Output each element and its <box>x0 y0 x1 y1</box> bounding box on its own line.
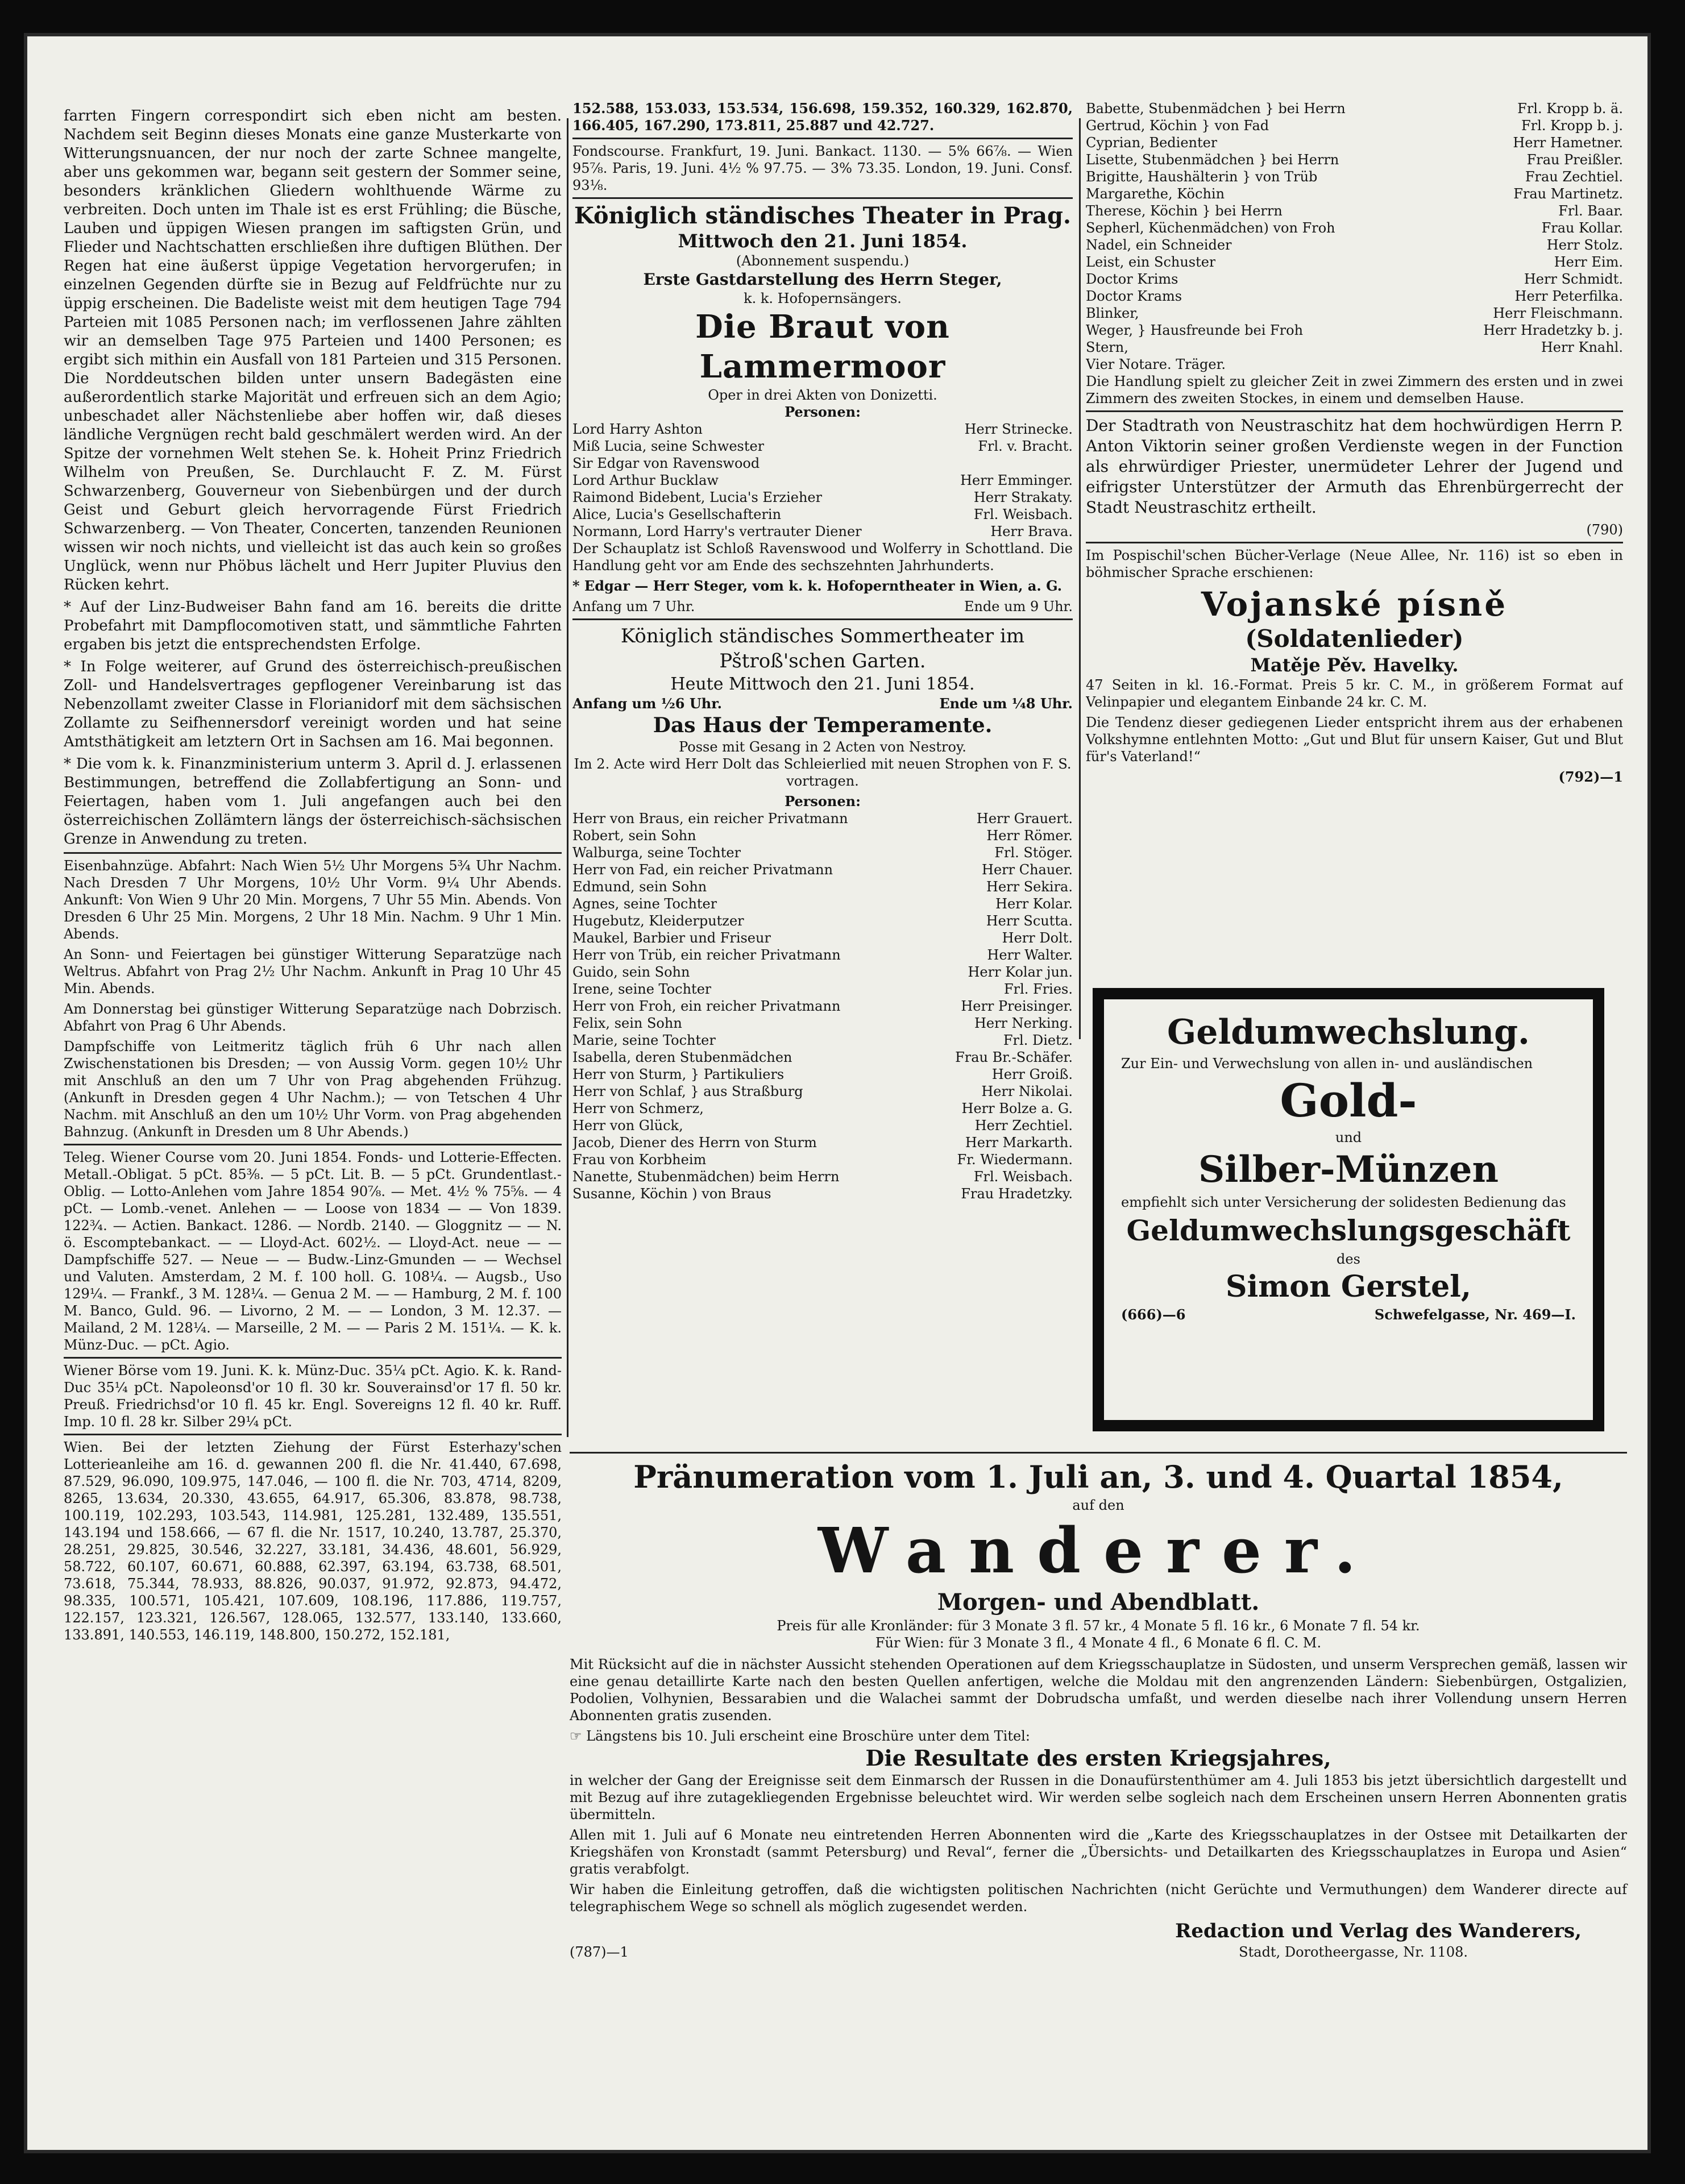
play-end: Ende um ¼8 Uhr. <box>939 695 1073 712</box>
cast-actor: Frl. Dietz. <box>1003 1032 1073 1048</box>
play-times <box>572 695 1073 712</box>
price-provinces: Preis für alle Kronländer: für 3 Monate 3 fl. 57 kr., 4 Monate 5 fl. 16 kr., 6 Monate 7 fl. 54 kr. <box>777 1618 1420 1634</box>
notaries: Vier Notare. Träger. <box>1086 356 1226 372</box>
guest-performance: Erste Gastdarstellung des Herrn Steger, <box>643 270 1002 289</box>
cast-row <box>572 1151 1073 1168</box>
ad-owner: Simon Gerstel, <box>1225 1269 1472 1304</box>
ad-address: Schwefelgasse, Nr. 469—I. <box>1374 1306 1576 1323</box>
cast-role: Weger, } Hausfreunde bei Froh <box>1086 322 1304 338</box>
cast-row <box>572 1100 1073 1117</box>
newspaper-title: Wanderer. <box>817 1514 1379 1587</box>
divider <box>570 1452 1627 1454</box>
cast-row <box>572 964 1073 981</box>
cast-role: Lisette, Stubenmädchen } bei Herrn <box>1086 152 1339 168</box>
cast-row <box>572 506 1073 523</box>
cast-role: Babette, Stubenmädchen } bei Herrn <box>1086 101 1346 117</box>
cast-row <box>1086 339 1623 356</box>
cast-actor: Frl. Stöger. <box>994 845 1073 861</box>
cast-actor: Frau Br.-Schäfer. <box>955 1049 1073 1065</box>
cast-actor: Herr Eim. <box>1554 254 1623 270</box>
edgar-note: * Edgar — Herr Steger, vom k. k. Hofoperntheater in Wien, a. G. <box>572 578 1063 594</box>
cast-row <box>572 810 1073 827</box>
publisher-note: Im Pospischil'schen Bücher-Verlage (Neue Allee, Nr. 116) ist so eben in böhmischer Sprache erschienen: <box>1086 547 1623 580</box>
cast-row <box>1086 236 1623 254</box>
book-title: Vojanské písně <box>1201 585 1508 624</box>
cast-role: Jacob, Diener des Herrn von Sturm <box>572 1135 817 1151</box>
theater-abonnement: (Abonnement suspendu.) <box>736 253 910 269</box>
redaction-footer <box>570 1944 1627 1961</box>
cast-actor <box>1068 455 1073 472</box>
stadtrath-notice: Der Stadtrath von Neustraschitz hat dem hochwürdigen Herrn P. Anton Viktorin seiner großen Verdienste wegen in der Function als ehrwürdiger Priester, unermüdeter Lehrer der Jugend und eifrigster Unterstützer der Armuth das Ehrenbürgerrecht der Stadt Neustraschitz ertheilt. <box>1086 416 1623 517</box>
cast-actor: Herr Römer. <box>986 828 1073 844</box>
cast-role: Edmund, sein Sohn <box>572 879 707 895</box>
divider <box>1086 410 1623 412</box>
divider <box>1086 542 1623 543</box>
ad-gold: Gold- <box>1280 1074 1417 1127</box>
cast-row <box>1086 219 1623 236</box>
cast-actor: Herr Brava. <box>990 524 1073 539</box>
ad-silver: Silber-Münzen <box>1198 1148 1499 1191</box>
cast-role: Doctor Krims <box>1086 271 1178 287</box>
cast-actor: Herr Walter. <box>987 947 1073 963</box>
cast-row <box>572 472 1073 489</box>
finance-note: * Die vom k. k. Finanzministerium unterm 3. April d. J. erlassenen Bestimmungen, betreffend die Zollabfertigung an Sonn- und Feiertagen, haben vom 1. Juli angefangen auch bei den österreichischen Zollämtern längs der österreichisch-sächsischen Grenze in Anwendung zu treten. <box>64 755 562 848</box>
cast-role: Maukel, Barbier und Friseur <box>572 930 771 946</box>
opera-times <box>572 598 1073 615</box>
cast-role: Lord Arthur Bucklaw <box>572 472 719 488</box>
spa-report: farrten Fingern correspondirt sich eben nicht am besten. Nachdem seit Beginn dieses Monats eine ganze Musterkarte von Witterungsnuancen, der nur noch der zarte Schnee mangelte, aber uns gekommen war, begann seit gestern der Sommer seine, besonders kränklichen Gliedern wohlthuende Wärme zu verbreiten. Doch unten im Thale ist es erst Frühling; die Büsche, Lauben und üppigen Wiesen prangen im saftigsten Grün, und Flieder und Nachtschatten erschließen ihre duftigen Blüthen. Der Regen hat eine äußerst üppige Vegetation hervorgerufen; in einzelnen Gegenden dürfte sie in Bezug auf Feldfrüchte nur zu üppig erscheinen. Die Badeliste weist mit dem heutigen Tage 794 Parteien mit 1085 Personen nach; im verflossenen Jahre zählten wir an demselben Tage 975 Parteien und 1400 Personen; es ergibt sich mithin ein Ausfall von 181 Parteien und 315 Personen. Die Norddeutschen bilden unter unsern Badegästen eine außerordentlich starke Majorität und erfreuen sich an dem Agio; unbeschadet aller Nächstenliebe aber hoffen wir, daß dieses ländliche Vergnügen recht bald geschmälert werden wird. An der Spitze der vornehmen Welt stehen Se. k. Hoheit Prinz Friedrich Wilhelm von Preußen, Se. Durchlaucht F. Z. M. Fürst Schwarzenberg, Gouverneur von Siebenbürgen und der durch Geist und Geburt gleich hervorragende Fürst Friedrich Schwarzenberg. — Von Theater, Concerten, tanzenden Reunionen wissen wir noch nichts, und vielleicht ist das auch kein so großes Unglück, wenn nur Phöbus lächelt und Herr Jupiter Pluvius den Rücken kehrt. <box>64 107 562 593</box>
cast-role: Miß Lucia, seine Schwester <box>572 438 765 454</box>
cast-role: Leist, ein Schuster <box>1086 254 1216 270</box>
cast-role: Guido, sein Sohn <box>572 964 690 980</box>
cast-role: Doctor Krams <box>1086 288 1182 304</box>
ad-intro: Zur Ein- und Verwechslung von allen in- und ausländischen <box>1121 1056 1533 1072</box>
ad-title: Geldumwechslung. <box>1167 1012 1530 1052</box>
vienna-exchange: Wiener Börse vom 19. Juni. K. k. Münz-Duc. 35¼ pCt. Agio. K. k. Rand-Duc 35¼ pCt. Napoleonsd'or 10 fl. 30 kr. Souverainsd'or 17 fl. 50 kr. Preuß. Friedrichsd'or 10 fl. 45 kr. Engl. Sovereigns 12 fl. 40 kr. Ruff. Imp. 10 fl. 28 kr. Silber 29¼ pCt. <box>64 1363 562 1430</box>
opera-title: Die Braut von Lammermoor <box>695 308 950 385</box>
cast-actor: Herr Chauer. <box>982 862 1073 878</box>
play-cast-list <box>572 810 1073 1202</box>
cast-role: Isabella, deren Stubenmädchen <box>572 1049 792 1065</box>
theater-title: Königlich ständisches Theater in Prag. <box>574 202 1071 229</box>
map-notice: Mit Rücksicht auf die in nächster Aussicht stehenden Operationen auf dem Kriegsschauplatze in Südosten, und unserm Versprechen gemäß, lassen wir eine genau detaillirte Karte nach den besten Quellen anfertigen, welche die Moldau mit den angrenzenden Ländern: Siebenbürgen, Ostgalizien, Podolien, Volhynien, Bessarabien und die Walachei sammt der Dobrudscha umfaßt, und werden dieselbe nach ihrer Vollendung unsern Herren Abonnenten gratis zusenden. <box>570 1656 1627 1724</box>
cast-role: Agnes, seine Tochter <box>572 896 717 912</box>
cast-actor: Frau Martinetz. <box>1513 186 1623 202</box>
summer-theater-title: Königlich ständisches Sommertheater im Pštroß'schen Garten. <box>620 625 1025 672</box>
cast-row <box>1086 288 1623 305</box>
divider <box>572 138 1073 139</box>
cast-actor: Herr Knahl. <box>1541 339 1623 355</box>
exchange-advertisement <box>1093 988 1604 1431</box>
ad-service: empfiehlt sich unter Versicherung der solidesten Bedienung das <box>1121 1194 1566 1210</box>
play-subtitle: Posse mit Gesang in 2 Acten von Nestroy. <box>679 739 966 755</box>
cast-actor: Herr Schmidt. <box>1524 271 1623 287</box>
special-trains: An Sonn- und Feiertagen bei günstiger Witterung Separatzüge nach Weltrus. Abfahrt von Prag 2½ Uhr Nachm. Ankunft in Prag 10 Uhr 45 Min. Abends. <box>64 946 562 996</box>
notice-number: (790) <box>1586 522 1623 538</box>
cast-actor: Frau Preißler. <box>1526 152 1623 168</box>
play-scene: Die Handlung spielt zu gleicher Zeit in zwei Zimmern des ersten und in zwei Zimmern des zweiten Stockes, in einem und demselben Hause. <box>1086 373 1623 406</box>
cast-row <box>1086 271 1623 288</box>
cast-actor: Herr Fleischmann. <box>1493 305 1623 321</box>
cast-row <box>1086 151 1623 168</box>
play-cast-list-continued <box>1086 100 1623 356</box>
wanderer-subscription <box>570 1448 1627 1961</box>
book-author: Matěje Pěv. Havelky. <box>1250 654 1459 676</box>
column-rule <box>1079 118 1081 1039</box>
cast-role: Herr von Braus, ein reicher Privatmann <box>572 811 848 827</box>
book-notice-number: (792)—1 <box>1558 769 1623 785</box>
cast-row <box>572 1168 1073 1185</box>
cast-role: Felix, sein Sohn <box>572 1015 682 1031</box>
cast-actor: Herr Zechtiel. <box>974 1118 1073 1133</box>
divider <box>64 1144 562 1145</box>
cast-actor: Herr Dolt. <box>1002 930 1073 946</box>
cast-row <box>572 1032 1073 1049</box>
cast-row <box>1086 305 1623 322</box>
opera-start: Anfang um 7 Uhr. <box>572 599 695 614</box>
ad-footer <box>1121 1306 1576 1323</box>
divider <box>64 1434 562 1435</box>
divider <box>64 852 562 854</box>
lottery-continued: 152.588, 153.033, 153.534, 156.698, 159.352, 160.329, 162.870, 166.405, 167.290, 173.811, 25.887 und 42.727. <box>572 100 1073 134</box>
cast-row <box>572 929 1073 946</box>
cast-row <box>572 421 1073 438</box>
cast-row <box>1086 134 1623 151</box>
cast-role: Margarethe, Köchin <box>1086 186 1225 202</box>
divider <box>572 618 1073 620</box>
cast-role: Nadel, ein Schneider <box>1086 237 1232 253</box>
cast-actor: Frau Zechtiel. <box>1525 169 1623 185</box>
steamship-schedule: Dampfschiffe von Leitmeritz täglich früh 6 Uhr nach allen Zwischenstationen bis Dresden; — von Aussig Vorm. gegen 10½ Uhr mit Anschluß an den um 7 Uhr von Prag abgehenden Frühzug. (Ankunft in Dresden gegen 4 Uhr Nachm.); — von Tetschen 4 Uhr Nachm. mit Anschluß an den um 10½ Uhr Vorm. von Prag abgehenden Bahnzug. (Ankunft in Dresden um 8 Uhr Abends.) <box>64 1039 562 1140</box>
cast-row <box>1086 168 1623 185</box>
cast-actor: Fr. Wiedermann. <box>957 1152 1073 1168</box>
cast-actor: Herr Nerking. <box>974 1015 1073 1031</box>
cast-row <box>572 946 1073 964</box>
subscriber-maps: Allen mit 1. Juli auf 6 Monate neu eintretenden Herren Abonnenten wird die „Karte des Kriegsschauplatzes in der Ostsee mit Detailkarten der Kriegshäfen von Kronstadt (sammt Petersburg) und Reval“, ferner die „Übersichts- und Detailkarten des Kriegsschauplatzes in Europa und Asien“ gratis verabfolgt. <box>570 1827 1627 1877</box>
cast-row <box>572 489 1073 506</box>
guest-title: k. k. Hofopernsängers. <box>744 290 902 306</box>
cast-row <box>572 1015 1073 1032</box>
cast-role: Gertrud, Köchin } von Fad <box>1086 118 1269 134</box>
cast-actor: Herr Bolze a. G. <box>961 1101 1073 1116</box>
cast-role: Herr von Trüb, ein reicher Privatmann <box>572 947 841 963</box>
cast-role: Hugebutz, Kleiderputzer <box>572 913 744 929</box>
cast-role: Herr von Schmerz, <box>572 1101 704 1116</box>
ad-number: (666)—6 <box>1121 1306 1186 1323</box>
cast-actor: Herr Markarth. <box>965 1135 1073 1151</box>
book-info: 47 Seiten in kl. 16.-Format. Preis 5 kr. C. M., in größerem Format auf Velinpapier und elegantem Einbande 24 kr. C. M. <box>1086 677 1623 710</box>
opera-subtitle: Oper in drei Akten von Donizetti. <box>708 387 937 403</box>
cast-row <box>572 523 1073 540</box>
cast-actor: Frl. Weisbach. <box>973 1169 1073 1185</box>
subscription-heading: Pränumeration vom 1. Juli an, 3. und 4. Quartal 1854, <box>633 1459 1563 1495</box>
cast-row <box>572 1117 1073 1134</box>
cast-actor: Herr Sekira. <box>986 879 1073 895</box>
cast-actor: Herr Grauert. <box>976 811 1073 827</box>
cast-actor: Herr Scutta. <box>986 913 1073 929</box>
play-title: Das Haus der Temperamente. <box>653 713 993 737</box>
book-motto: Die Tendenz dieser gediegenen Lieder entspricht ihrem aus der erhabenen Volkshymne entlehnten Motto: „Gut und Blut für unsern Kaiser, Gut und Blut für's Vaterland!“ <box>1086 715 1623 765</box>
cast-role: Herr von Fad, ein reicher Privatmann <box>572 862 833 878</box>
cast-role: Herr von Sturm, } Partikuliers <box>572 1066 785 1082</box>
cast-actor: Herr Nikolai. <box>981 1083 1073 1099</box>
cast-row <box>572 878 1073 895</box>
play-note: Im 2. Acte wird Herr Dolt das Schleierlied mit neuen Strophen von F. S. vortragen. <box>574 756 1072 789</box>
cast-row <box>572 895 1073 912</box>
newspaper-page <box>24 33 1651 2153</box>
cast-row <box>572 455 1073 472</box>
lottery-draw: Wien. Bei der letzten Ziehung der Fürst Esterhazy'schen Lotterieanleihe am 16. d. gewannen 200 fl. die Nr. 41.440, 67.698, 87.529, 96.090, 109.975, 147.046, — 100 fl. die Nr. 703, 4714, 8209, 8265, 13.634, 20.330, 43.655, 64.917, 65.306, 83.878, 98.738, 100.119, 102.293, 103.543, 114.981, 125.281, 132.489, 135.551, 143.194 und 158.666, — 67 fl. die Nr. 1517, 10.240, 13.787, 25.370, 28.251, 29.825, 30.546, 32.227, 33.181, 34.436, 48.601, 56.929, 58.722, 60.107, 60.671, 60.888, 62.397, 63.194, 63.738, 68.501, 73.618, 75.344, 78.933, 88.826, 90.037, 91.972, 92.873, 94.472, 98.335, 100.571, 105.421, 107.609, 108.196, 117.886, 119.757, 122.157, 123.321, 126.567, 128.065, 132.577, 133.140, 133.660, 133.891, 140.553, 146.119, 148.800, 150.272, 152.181, <box>64 1439 562 1643</box>
cast-role: Brigitte, Haushälterin } von Trüb <box>1086 169 1318 185</box>
notice-number: (787)—1 <box>570 1944 629 1960</box>
cast-row <box>572 827 1073 844</box>
cast-actor: Herr Strinecke. <box>964 421 1073 437</box>
cast-role: Nanette, Stubenmädchen) beim Herrn <box>572 1169 840 1185</box>
cast-actor: Frl. v. Bracht. <box>978 438 1073 454</box>
cast-role: Walburga, seine Tochter <box>572 845 741 861</box>
cast-row <box>572 1049 1073 1066</box>
cast-row <box>1086 254 1623 271</box>
opera-cast-list <box>572 421 1073 540</box>
cast-row <box>572 1066 1073 1083</box>
cast-role: Sepherl, Küchenmädchen) von Froh <box>1086 220 1335 236</box>
theater-date: Mittwoch den 21. Juni 1854. <box>678 230 968 252</box>
column-rule <box>567 118 568 1437</box>
cast-row <box>572 981 1073 998</box>
brochure-title: Die Resultate des ersten Kriegsjahres, <box>865 1745 1331 1771</box>
cast-actor: Herr Peterfilka. <box>1514 288 1623 304</box>
cast-row <box>572 1134 1073 1151</box>
cast-row <box>572 998 1073 1015</box>
cast-row <box>572 438 1073 455</box>
cast-row <box>1086 322 1623 339</box>
left-column <box>64 107 562 2153</box>
cast-actor: Frl. Kropp b. ä. <box>1517 101 1623 117</box>
cast-role: Lord Harry Ashton <box>572 421 703 437</box>
cast-heading: Personen: <box>785 793 861 809</box>
ad-and: und <box>1335 1130 1362 1145</box>
customs-note: * In Folge weiterer, auf Grund des österreichisch-preußischen Zoll- und Handelsvertrages gepflogener Vereinbarung ist das Nebenzollamt zweiter Classe in Florianidorf mit dem sächsischen Zollamte zu Seifhennersdorf vereinigt worden und hat seine Amtsthätigkeit am letztern Ort in Sachsen am 16. Mai begonnen. <box>64 658 562 750</box>
cast-row <box>572 861 1073 878</box>
cast-role: Herr von Glück, <box>572 1118 683 1133</box>
cast-actor: Herr Hametner. <box>1513 135 1623 151</box>
brochure-text: in welcher der Gang der Ereignisse seit dem Einmarsch der Russen in die Donaufürstenthümer am 4. Juli 1853 bis jetzt übersichtlich dargestellt und mit Bezug auf ihre zutagekliegenden Ergebnisse beleuchtet wird. Wir werden selbe sogleich nach dem Erscheinen unsern Herren Abonnenten gratis übermitteln. <box>570 1772 1627 1822</box>
cast-actor: Herr Hradetzky b. j. <box>1483 322 1623 338</box>
price-vienna: Für Wien: für 3 Monate 3 fl., 4 Monate 4 fl., 6 Monate 6 fl. C. M. <box>875 1635 1322 1651</box>
cast-actor: Frl. Weisbach. <box>973 506 1073 522</box>
cast-actor: Herr Preisinger. <box>961 998 1073 1014</box>
ad-des: des <box>1337 1251 1360 1267</box>
redaction-address: Stadt, Dorotheergasse, Nr. 1108. <box>1239 1944 1468 1960</box>
opera-end: Ende um 9 Uhr. <box>964 599 1073 614</box>
cast-actor: Frau Kollar. <box>1541 220 1623 236</box>
cast-row <box>572 912 1073 929</box>
cast-role: Susanne, Köchin ) von Braus <box>572 1186 771 1202</box>
cast-role: Irene, seine Tochter <box>572 981 712 997</box>
cast-role: Herr von Froh, ein reicher Privatmann <box>572 998 841 1014</box>
cast-actor: Herr Kolar jun. <box>968 964 1073 980</box>
cast-role: Alice, Lucia's Gesellschafterin <box>572 506 782 522</box>
cast-actor: Herr Strakaty. <box>973 489 1073 505</box>
book-subtitle: (Soldatenlieder) <box>1245 625 1464 653</box>
railway-note: * Auf der Linz-Budweiser Bahn fand am 16. bereits die dritte Probefahrt mit Dampflocomotiven statt, und sämmtliche Fahrten ergaben bis jetzt die entsprechendsten Erfolge. <box>64 599 562 653</box>
newspaper-subtitle: Morgen- und Abendblatt. <box>937 1589 1260 1616</box>
subscription-auf: auf den <box>1072 1497 1124 1513</box>
cast-row <box>572 844 1073 861</box>
vienna-course: Teleg. Wiener Course vom 20. Juni 1854. Fonds- und Lotterie-Effecten. Metall.-Obligat. 5 pCt. 85⅜. — 5 pCt. Lit. B. — 5 pCt. Grundentlast.-Oblig. — Lotto-Anlehen vom Jahre 1854 90⅞. — Met. 4½ % 75⅝. — 4 pCt. — Lomb.-venet. Anlehen — — Loose von 1834 — — Von 1839. 122¾. — Actien. Bankact. 1286. — Nordb. 2140. — Gloggnitz — — N. ö. Escomptebankact. — — Lloyd-Act. 602½. — Lloyd-Act. neue — — Dampfschiffe 527. — Neue — — Budw.-Linz-Gmunden — — Wechsel und Valuten. Amsterdam, 2 M. f. 100 holl. G. 108¼. — Augsb., Uso 129¼. — Frankf., 3 M. 128¼. — Genua 2 M. — — Hamburg, 2 M. f. 100 M. Banco, Guld. 96. — Livorno, 2 M. — — London, 3 M. 12.37. — Mailand, 2 M. 128¼. — Marseille, 2 M. — — Paris 2 M. 151¼. — K. k. Münz-Duc. — pCt. Agio. <box>64 1149 562 1353</box>
cast-role: Frau von Korbheim <box>572 1152 707 1168</box>
ad-shop: Geldumwechslungsgeschäft <box>1126 1214 1571 1247</box>
brochure-notice: ☞ Längstens bis 10. Juli erscheint eine Broschüre unter dem Titel: <box>570 1728 1030 1744</box>
opera-scene: Der Schauplatz ist Schloß Ravenswood und Wolferry in Schottland. Die Handlung geht vor am Ende des sechszehnten Jahrhunderts. <box>572 541 1073 574</box>
telegraph-note: Wir haben die Einleitung getroffen, daß die wichtigsten politischen Nachrichten (nicht Gerüchte und Vermuthungen) dem Wanderer directe auf telegraphischem Wege so schnell als möglich zugesendet werden. <box>570 1882 1627 1915</box>
divider <box>64 1357 562 1359</box>
cast-actor: Frl. Baar. <box>1558 203 1623 219</box>
redaction: Redaction und Verlag des Wanderers, <box>1175 1920 1582 1942</box>
cast-role: Raimond Bidebent, Lucia's Erzieher <box>572 489 823 505</box>
play-start: Anfang um ½6 Uhr. <box>572 695 722 712</box>
cast-row <box>1086 100 1623 117</box>
cast-role: Normann, Lord Harry's vertrauter Diener <box>572 524 862 539</box>
cast-actor: Frl. Fries. <box>1003 981 1073 997</box>
cast-role: Robert, sein Sohn <box>572 828 696 844</box>
divider <box>572 197 1073 199</box>
cast-row <box>1086 202 1623 219</box>
cast-row <box>572 1083 1073 1100</box>
cast-row <box>1086 185 1623 202</box>
cast-actor: Herr Kolar. <box>995 896 1073 912</box>
cast-role: Stern, <box>1086 339 1128 355</box>
middle-column <box>572 100 1073 1442</box>
cast-row <box>572 1185 1073 1202</box>
train-schedule: Eisenbahnzüge. Abfahrt: Nach Wien 5½ Uhr Morgens 5¾ Uhr Nachm. Nach Dresden 7 Uhr Morgens, 10½ Uhr Vorm. 9¼ Uhr Abends. Ankunft: Von Wien 9 Uhr 20 Min. Morgens, 7 Uhr 55 Min. Abends. Von Dresden 6 Uhr 25 Min. Morgens, 2 Uhr 18 Min. Nachm. 9 Uhr 1 Min. Abends. <box>64 858 562 942</box>
cast-role: Blinker, <box>1086 305 1139 321</box>
cast-actor: Frau Hradetzky. <box>961 1186 1073 1202</box>
cast-role: Herr von Schlaf, } aus Straßburg <box>572 1083 803 1099</box>
cast-role: Sir Edgar von Ravenswood <box>572 455 760 471</box>
cast-row <box>1086 117 1623 134</box>
fonds-course: Fondscourse. Frankfurt, 19. Juni. Bankact. 1130. — 5% 66⅞. — Wien 95⅞. Paris, 19. Juni. 4½ % 97.75. — 3% 73.35. London, 19. Juni. Consf. 93⅛. <box>572 143 1073 193</box>
cast-actor: Herr Stolz. <box>1546 237 1623 253</box>
cast-actor: Herr Emminger. <box>960 472 1073 488</box>
cast-role: Cyprian, Bedienter <box>1086 135 1218 151</box>
cast-heading: Personen: <box>785 404 861 420</box>
cast-actor: Herr Groiß. <box>991 1066 1073 1082</box>
cast-actor: Frl. Kropp b. j. <box>1521 118 1623 134</box>
cast-role: Marie, seine Tochter <box>572 1032 716 1048</box>
right-column <box>1086 100 1623 987</box>
cast-role: Therese, Köchin } bei Herrn <box>1086 203 1283 219</box>
summer-theater-date: Heute Mittwoch den 21. Juni 1854. <box>670 674 975 694</box>
thursday-trains: Am Donnerstag bei günstiger Witterung Separatzüge nach Dobrzisch. Abfahrt von Prag 6 Uhr Abends. <box>64 1001 562 1034</box>
